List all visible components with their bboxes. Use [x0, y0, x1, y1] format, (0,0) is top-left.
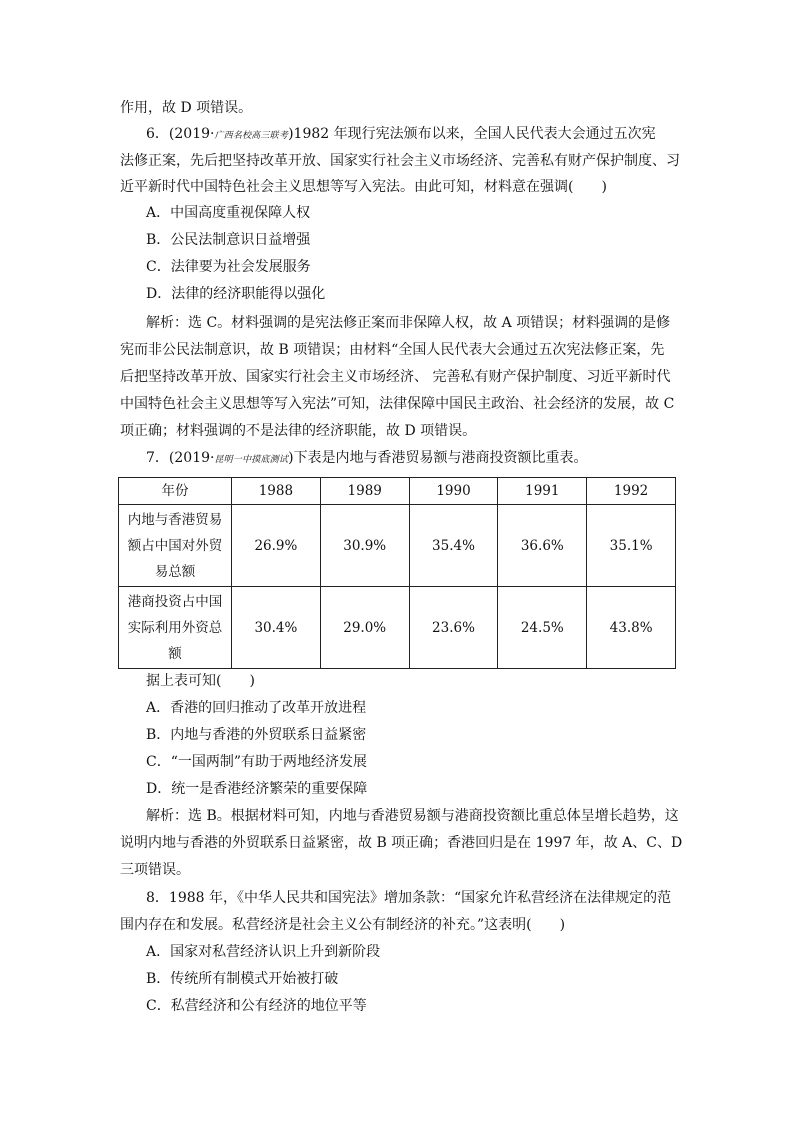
table-cell: 23.6%: [409, 587, 498, 669]
q6-stem-line-2: 法修正案，先后把坚持改革开放、国家实行社会主义市场经济、完善私有财产保护制度、习: [120, 153, 680, 169]
table-cell: 30.4%: [232, 587, 321, 669]
q6-option-c: C．法律要为社会发展服务: [146, 259, 311, 275]
row-label-trade: 内地与香港贸易额占中国对外贸易总额: [119, 505, 232, 587]
table-cell: 24.5%: [498, 587, 587, 669]
row-label-investment: 港商投资占中国实际利用外资总额: [119, 587, 232, 669]
header-cell: 1989: [320, 478, 409, 505]
header-cell: 1991: [498, 478, 587, 505]
table-cell: 43.8%: [587, 587, 676, 669]
q6-stem-line-1: [146, 124, 656, 146]
q6-source-close: ): [288, 126, 294, 142]
q6-source: 广西名校高三联考: [214, 131, 289, 141]
q7-source-close: ): [288, 450, 294, 466]
header-cell: 1990: [409, 478, 498, 505]
header-cell: 年份: [119, 478, 232, 505]
q7-stem: [146, 448, 588, 470]
table-cell: 36.6%: [498, 505, 587, 587]
q6-number: 6．: [146, 126, 169, 142]
q6-analysis-line-4: 中国特色社会主义思想等写入宪法”可知，法律保障中国民主政治、社会经济的发展，故 C: [120, 396, 675, 412]
q6-stem-line-3: 近平新时代中国特色社会主义思想等写入宪法。由此可知，材料意在强调( ): [120, 179, 607, 195]
q6-analysis-line-3: 后把坚持改革开放、国家实行社会主义市场经济、 完善私有财产保护制度、习近平新时代: [120, 369, 671, 385]
q7-option-a: A．香港的回归推动了改革开放进程: [146, 700, 367, 716]
q7-question: 据上表可知( ): [146, 673, 255, 689]
header-cell: 1988: [232, 478, 321, 505]
q6-option-b: B．公民法制意识日益增强: [146, 232, 311, 248]
previous-answer-tail: 作用，故 D 项错误。: [120, 100, 253, 116]
q7-analysis-line-2: 说明内地与香港的外贸联系日益紧密，故 B 项正确；香港回归是在 1997 年，故 A、C、D: [120, 835, 683, 851]
q7-option-d: D．统一是香港经济繁荣的重要保障: [146, 781, 368, 797]
q7-analysis-line-3: 三项错误。: [120, 862, 190, 878]
q6-stem-text: 1982 年现行宪法颁布以来，全国人民代表大会通过五次宪: [293, 126, 656, 142]
q8-option-c: C．私营经济和公有经济的地位平等: [146, 998, 367, 1014]
q6-source-open: (2019·: [168, 126, 215, 142]
table-header-row: [119, 478, 676, 505]
q6-analysis-line-2: 宪而非公民法制意识，故 B 项错误；由材料“全国人民代表大会通过五次宪法修正案，先: [120, 342, 665, 358]
table-cell: 35.1%: [587, 505, 676, 587]
q7-source: 昆明一中摸底测试: [214, 455, 289, 465]
q6-option-a: A．中国高度重视保障人权: [146, 205, 311, 221]
q7-source-open: (2019·: [168, 450, 215, 466]
q7-option-b: B．内地与香港的外贸联系日益紧密: [146, 727, 367, 743]
table-cell: 30.9%: [320, 505, 409, 587]
q7-analysis-line-1: 解析：选 B。根据材料可知，内地与香港贸易额与港商投资额比重总体呈增长趋势，这: [146, 808, 679, 824]
q8-option-b: B．传统所有制模式开始被打破: [146, 971, 339, 987]
trade-investment-table: [118, 477, 676, 669]
table-row: [119, 587, 676, 669]
q8-stem-line-1: 8．1988 年，《中华人民共和国宪法》增加条款：“国家允许私营经济在法律规定的范: [146, 890, 672, 906]
q6-option-d: D．法律的经济职能得以强化: [146, 286, 326, 302]
table-cell: 35.4%: [409, 505, 498, 587]
q6-analysis-line-5: 项正确；材料强调的不是法律的经济职能，故 D 项错误。: [120, 423, 477, 439]
q7-number: 7．: [146, 450, 169, 466]
q8-stem-line-2: 围内存在和发展。私营经济是社会主义公有制经济的补充。”这表明( ): [120, 917, 566, 933]
q7-stem-text: 下表是内地与香港贸易额与港商投资额比重表。: [293, 450, 588, 466]
header-cell: 1992: [587, 478, 676, 505]
table-cell: 26.9%: [232, 505, 321, 587]
table-row: [119, 505, 676, 587]
q8-option-a: A．国家对私营经济认识上升到新阶段: [146, 944, 381, 960]
q6-analysis-line-1: 解析：选 C。材料强调的是宪法修正案而非保障人权，故 A 项错误；材料强调的是修: [146, 315, 671, 331]
q7-option-c: C．“一国两制”有助于两地经济发展: [146, 754, 368, 770]
table-cell: 29.0%: [320, 587, 409, 669]
